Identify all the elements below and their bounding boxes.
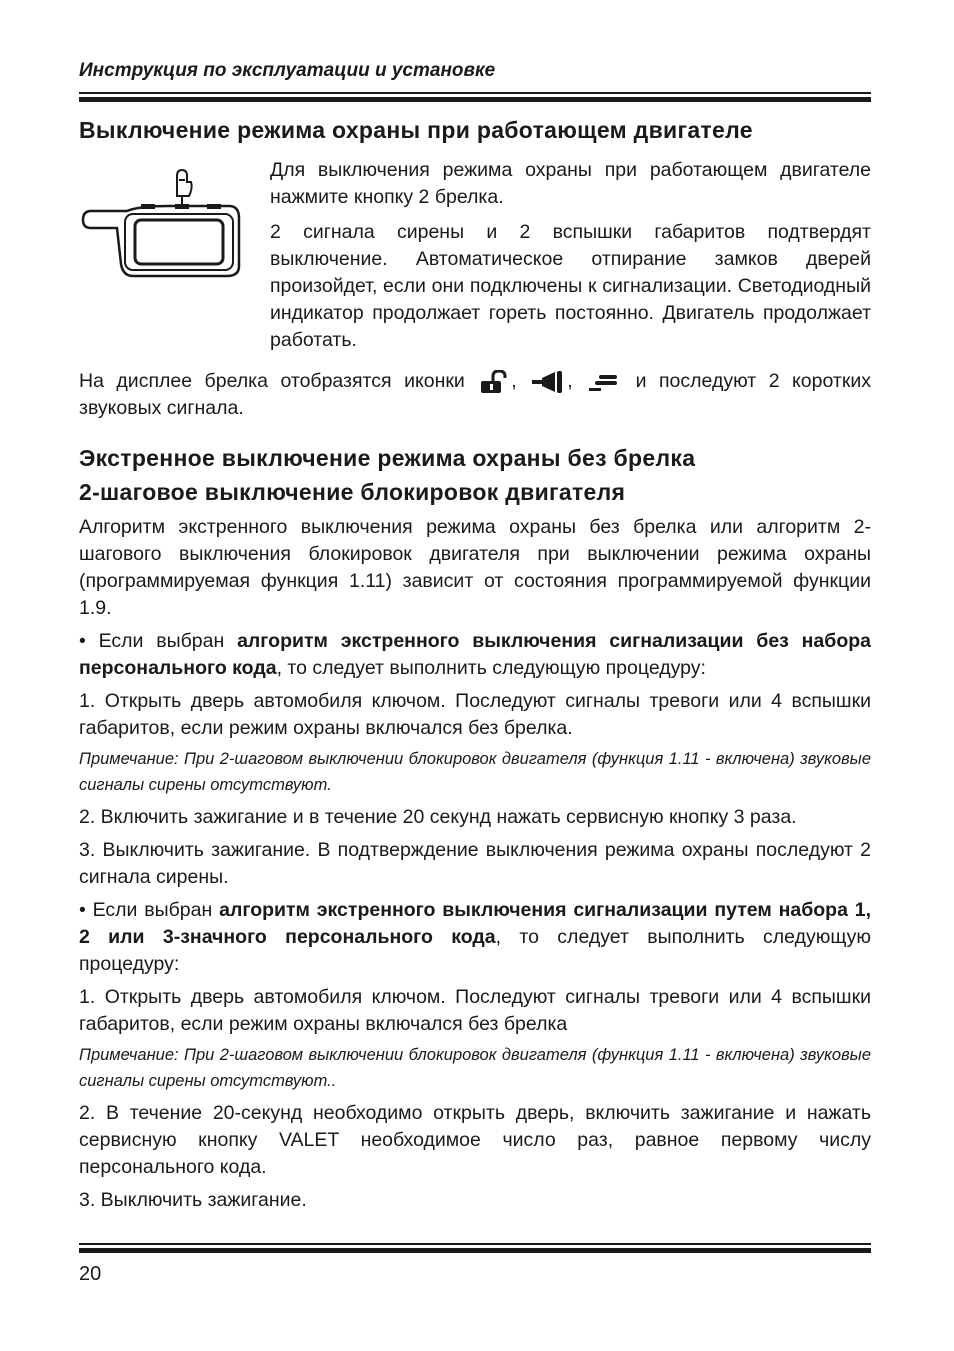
option-b-note: Примечание: При 2-шаговом выключении блокировок двигателя (функция 1.11 - включена) звуковые сигналы сирены отсутствуют.. [79, 1046, 871, 1090]
option-b-step-1: 1. Открыть дверь автомобиля ключом. Последуют сигналы тревоги или 4 вспышки габаритов, если режим охраны включался без брелка [79, 986, 871, 1035]
section2-intro: Алгоритм экстренного выключения режима охраны без брелка или алгоритм 2-шагового выключения блокировок двигателя при выключении режима охраны (программируемая функция 1.11) зависит от состояния программируемой функции 1.9. [79, 516, 871, 619]
display-separator-1: , [511, 370, 517, 392]
engine-running-icon [587, 370, 621, 394]
section1-paragraph-1: Для выключения режима охраны при работающем двигателе нажмите кнопку 2 брелка. [270, 159, 871, 208]
option-b-pre: • Если выбран [79, 899, 213, 921]
option-a-step-3: 3. Выключить зажигание. В подтверждение выключения режима охраны последуют 2 сигнала сирены. [79, 839, 871, 888]
option-a-pre: • Если выбран [79, 630, 225, 652]
footer-rule-thick [79, 1248, 871, 1253]
siren-icon [531, 370, 565, 394]
page-number: 20 [79, 1263, 102, 1285]
unlock-icon [479, 370, 509, 394]
footer-rule-thin [79, 1243, 871, 1245]
key-fob-illustration [79, 166, 249, 278]
option-a-paragraph [79, 628, 871, 682]
section1-heading: Выключение режима охраны при работающем двигателе [79, 117, 753, 143]
option-b-post: , то следует выполнить следующую процедуру: [79, 926, 871, 975]
pressing-hand-icon [177, 170, 192, 204]
section2-body [79, 514, 871, 1214]
section1-paragraph-2: 2 сигнала сирены и 2 вспышки габаритов подтвердят выключение. Автоматическое отпирание замков дверей произойдет, если они подключены к сигнализации. Светодиодный индикатор продолжает гореть постоянно. Двигатель продолжает работать. [270, 221, 871, 351]
section2-heading [79, 441, 871, 509]
option-b-step-2: 2. В течение 20-секунд необходимо открыть дверь, включить зажигание и нажать сервисную кнопку VALET необходимое число раз, равное первому числу персонального кода. [79, 1102, 871, 1178]
header-rule-thin [79, 92, 871, 94]
display-icons-paragraph [79, 368, 871, 422]
option-b-step-3: 3. Выключить зажигание. [79, 1189, 307, 1211]
option-a-post: , то следует выполнить следующую процедуру: [276, 657, 706, 679]
display-separator-2: , [567, 370, 573, 392]
section1-intro [270, 157, 871, 362]
header-rule-thick [79, 97, 871, 102]
section2-heading-line1: Экстренное выключение режима охраны без брелка [79, 445, 696, 471]
section2-heading-line2: 2-шаговое выключение блокировок двигателя [79, 479, 626, 505]
option-b-paragraph [79, 897, 871, 978]
display-text-post: и последуют 2 коротких звуковых сигнала. [79, 370, 871, 419]
display-text-pre: На дисплее брелка отобразятся иконки [79, 370, 465, 392]
option-b-bold: алгоритм экстренного выключения сигнализации путем набора 1, 2 или 3-значного персонального кода [79, 899, 871, 948]
option-a-note: Примечание: При 2-шаговом выключении блокировок двигателя (функция 1.11 - включена) звуковые сигналы сирены отсутствуют. [79, 750, 871, 794]
option-a-step-1: 1. Открыть дверь автомобиля ключом. Последуют сигналы тревоги или 4 вспышки габаритов, если режим охраны включался без брелка. [79, 690, 871, 739]
option-a-bold: алгоритм экстренного выключения сигнализации без набора персонального кода [79, 630, 871, 679]
running-header: Инструкция по эксплуатации и установке [79, 60, 496, 81]
option-a-step-2: 2. Включить зажигание и в течение 20 секунд нажать сервисную кнопку 3 раза. [79, 806, 797, 828]
